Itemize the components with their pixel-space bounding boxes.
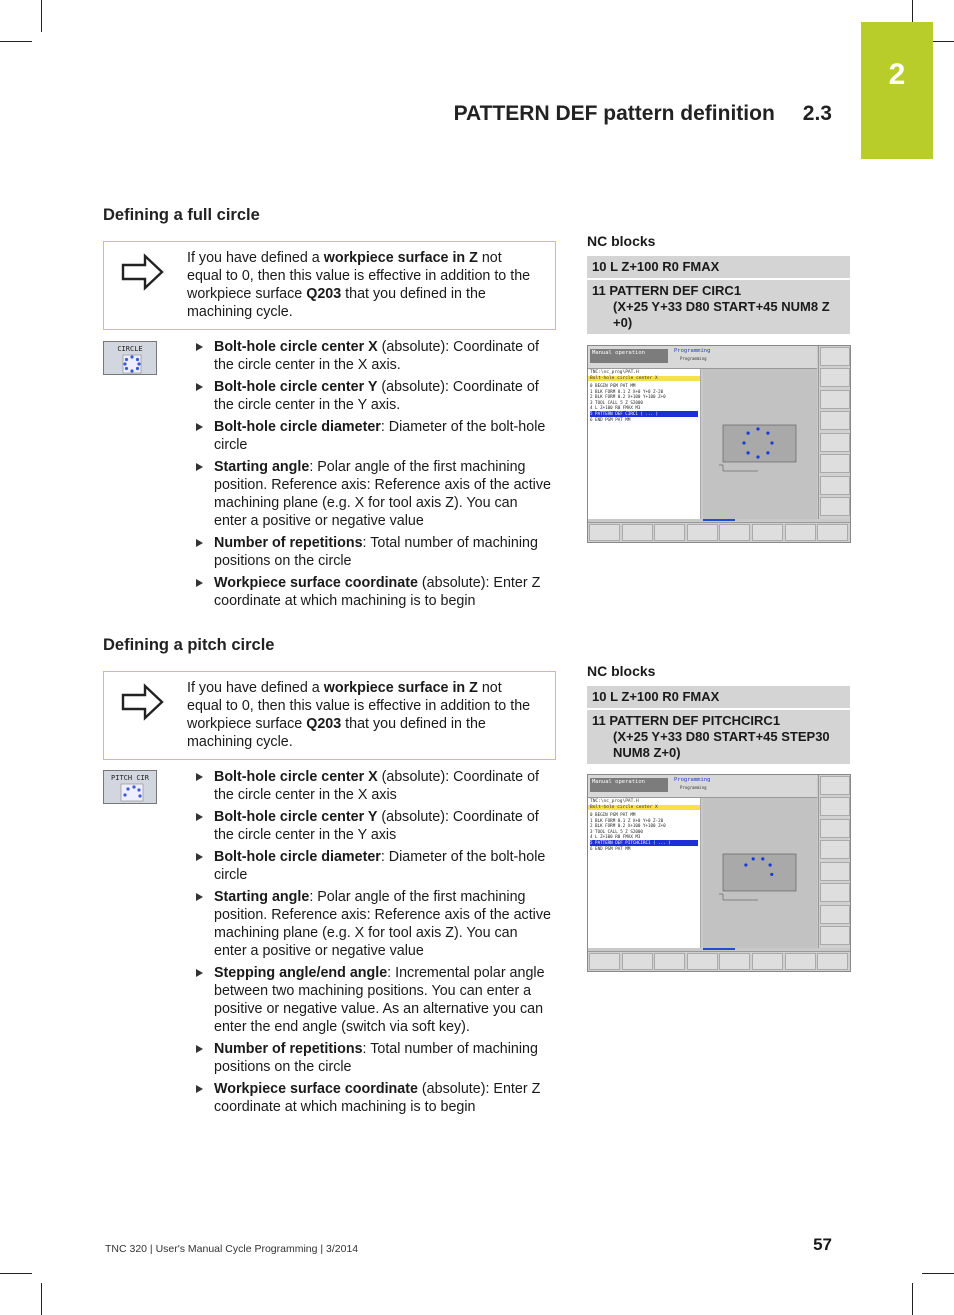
program-line[interactable]: 5 PATTERN DEF CIRC1 ( ... ) (590, 411, 698, 417)
parameter-name: Bolt-hole circle diameter (214, 849, 381, 865)
parameter-item (196, 1040, 552, 1076)
parameter-item (196, 1080, 552, 1116)
vertical-softkeys (818, 346, 851, 519)
note-box (103, 241, 556, 330)
bullet-triangle-icon (196, 1045, 203, 1053)
parameter-description: (absolute): Coordinate of the circle center in the X axis. (214, 339, 540, 373)
softkey[interactable] (817, 953, 848, 970)
program-line[interactable]: 4 L Z+100 R0 FMAX M3 (590, 405, 641, 411)
nc-block-line: 11 PATTERN DEF CIRC1 (592, 283, 742, 298)
input-prompt: Bolt-hole circle center X (588, 376, 700, 381)
program-line[interactable]: 0 BEGIN PGM PAT MM (590, 812, 636, 817)
hole-position (744, 863, 747, 866)
parameter-name: Bolt-hole circle diameter (214, 419, 381, 435)
program-line[interactable]: 5 PATTERN DEF PITCHCIRC1 ( ... ) (590, 840, 698, 846)
softkey[interactable] (820, 776, 850, 795)
parameter-description: (absolute): Coordinate of the circle center in the X axis (214, 769, 540, 803)
softkey[interactable] (654, 953, 685, 970)
program-line[interactable]: 6 END PGM PAT MM (590, 845, 631, 851)
parameter-name: Bolt-hole circle center Y (214, 379, 378, 395)
crop-mark (41, 1283, 42, 1315)
bullet-triangle-icon (196, 893, 203, 901)
hole-position (742, 441, 745, 444)
parameter-list (196, 338, 552, 614)
nc-block-params: (X+25 Y+33 D80 START+45 STEP30 NUM8 Z+0) (613, 729, 830, 760)
right-arrow-icon (120, 252, 166, 292)
nc-block-row (587, 686, 850, 708)
program-line[interactable]: 3 TOOL CALL 5 Z S2000 (590, 828, 643, 834)
parameter-name: Bolt-hole circle center Y (214, 809, 378, 825)
bullet-triangle-icon (196, 579, 203, 587)
parameter-name: Bolt-hole circle center X (214, 339, 378, 355)
parameter-item (196, 418, 552, 454)
softkey-level-indicator (703, 519, 735, 521)
hole-position (770, 873, 773, 876)
softkey[interactable] (622, 524, 653, 541)
program-line[interactable]: 4 L Z+100 R0 FMAX M3 (590, 834, 641, 840)
hole-position (766, 432, 769, 435)
program-line[interactable]: 3 TOOL CALL 5 Z S2000 (590, 399, 643, 405)
note-prefix: If you have defined a (187, 250, 324, 266)
softkey[interactable] (785, 953, 816, 970)
header-title: PATTERN DEF pattern definition (453, 102, 775, 125)
right-arrow-icon (120, 682, 166, 722)
mode-right-sub: Programming (680, 785, 707, 790)
softkey[interactable] (752, 953, 783, 970)
parameter-description: : Total number of machining positions on the circle (214, 1041, 538, 1075)
hole-position (766, 451, 769, 454)
softkey-label: PITCH CIR (111, 774, 149, 782)
parameter-item (196, 848, 552, 884)
running-header (440, 102, 832, 126)
header-section: 2.3 (802, 102, 832, 125)
parameter-description: : Diameter of the bolt-hole circle (214, 419, 546, 453)
softkey[interactable] (820, 840, 850, 859)
softkey[interactable] (654, 524, 685, 541)
hole-position (769, 863, 772, 866)
softkey[interactable] (820, 819, 850, 838)
parameter-item (196, 768, 552, 804)
parameter-name: Bolt-hole circle center X (214, 769, 378, 785)
softkey[interactable] (719, 953, 750, 970)
graphics-panel (703, 369, 817, 519)
horizontal-softkeys (588, 522, 850, 543)
chapter-tab (861, 22, 933, 159)
parameter-name: Number of repetitions (214, 535, 363, 551)
bullet-triangle-icon (196, 853, 203, 861)
parameter-item (196, 964, 552, 1036)
vertical-softkeys (818, 775, 851, 948)
parameter-description: : Polar angle of the first machining position. Reference axis: Reference axis of the active machining plane (e.g. X for tool axis Z). You can enter a positive or negative value (214, 889, 551, 959)
parameter-name: Stepping angle/end angle (214, 965, 388, 981)
parameter-name: Workpiece surface coordinate (214, 1081, 418, 1097)
note-bold-term: workpiece surface in Z (323, 250, 478, 266)
control-screenshot (587, 774, 851, 972)
softkey[interactable] (820, 497, 850, 516)
note-bold-param: Q203 (306, 716, 342, 732)
hole-position (770, 441, 773, 444)
note-prefix: If you have defined a (187, 680, 324, 696)
program-path: TNC:\nc_prog\PAT.H (590, 799, 639, 804)
pitch-circle-softkey[interactable] (103, 770, 157, 804)
parameter-item (196, 574, 552, 610)
program-line[interactable]: 1 BLK FORM 0.1 Z X+0 Y+0 Z-20 (590, 817, 664, 823)
nc-block-line: 10 L Z+100 R0 FMAX (592, 689, 720, 704)
hole-position (747, 451, 750, 454)
crop-mark (0, 1273, 32, 1274)
crop-mark (912, 1283, 913, 1315)
parameter-item (196, 888, 552, 960)
bullet-triangle-icon (196, 1085, 203, 1093)
pattern-preview (703, 369, 817, 519)
horizontal-softkeys (588, 951, 850, 972)
parameter-description: (absolute): Coordinate of the circle center in the Y axis. (214, 379, 539, 413)
mode-left[interactable]: Manual operation (590, 349, 668, 363)
softkey-level-indicator (703, 948, 735, 950)
control-screenshot (587, 345, 851, 543)
page-number: 57 (813, 1235, 832, 1254)
program-path: TNC:\nc_prog\PAT.H (590, 370, 639, 375)
workpiece-blank (723, 854, 796, 891)
note-suffix: that you defined in the machining cycle. (187, 286, 486, 320)
softkey[interactable] (820, 347, 850, 366)
mode-bar (588, 775, 817, 798)
parameter-description: : Total number of machining positions on the circle (214, 535, 538, 569)
input-prompt: Bolt-hole circle center X (588, 805, 700, 810)
softkey[interactable] (820, 926, 850, 945)
note-suffix: that you defined in the machining cycle. (187, 716, 486, 750)
bullet-triangle-icon (196, 969, 203, 977)
dimension-line (719, 465, 758, 471)
softkey[interactable] (820, 476, 850, 495)
nc-block-line: 10 L Z+100 R0 FMAX (592, 259, 720, 274)
parameter-description: (absolute): Enter Z coordinate at which machining is to begin (214, 1081, 541, 1115)
nc-block-row (587, 280, 850, 334)
note-text (187, 679, 532, 751)
graphics-panel (703, 798, 817, 948)
softkey[interactable] (589, 953, 620, 970)
parameter-description: : Polar angle of the first machining position. Reference axis: Reference axis of the active machining plane (e.g. X for tool axis Z). You can enter a positive or negative value (214, 459, 551, 529)
circle-softkey[interactable] (103, 341, 157, 375)
softkey[interactable] (622, 953, 653, 970)
softkey-label: CIRCLE (117, 345, 143, 353)
parameter-name: Starting angle (214, 889, 310, 905)
bullet-triangle-icon (196, 773, 203, 781)
parameter-description: (absolute): Enter Z coordinate at which machining is to begin (214, 575, 541, 609)
note-middle: not equal to 0, then this value is effective in addition to the workpiece surface (187, 680, 531, 732)
softkey[interactable] (719, 524, 750, 541)
softkey[interactable] (820, 411, 850, 430)
softkey[interactable] (820, 905, 850, 924)
softkey[interactable] (785, 524, 816, 541)
bullet-triangle-icon (196, 383, 203, 391)
pattern-preview (703, 798, 817, 948)
note-box (103, 671, 556, 760)
nc-block-line: 11 PATTERN DEF PITCHCIRC1 (592, 713, 781, 728)
nc-block-row (587, 710, 850, 764)
note-bold-term: workpiece surface in Z (323, 680, 478, 696)
nc-blocks-table (587, 686, 850, 766)
hole-position (761, 857, 764, 860)
mode-right-sub: Programming (680, 356, 707, 361)
parameter-description: : Diameter of the bolt-hole circle (214, 849, 546, 883)
bullet-triangle-icon (196, 423, 203, 431)
section-title-full-circle: Defining a full circle (103, 206, 260, 224)
softkey[interactable] (820, 454, 850, 473)
program-line[interactable]: 1 BLK FORM 0.1 Z X+0 Y+0 Z-20 (590, 388, 664, 394)
program-line[interactable]: 0 BEGIN PGM PAT MM (590, 383, 636, 388)
crop-mark (41, 0, 42, 32)
softkey[interactable] (687, 953, 718, 970)
parameter-name: Starting angle (214, 459, 310, 475)
softkey[interactable] (820, 883, 850, 902)
nc-blocks-table (587, 256, 850, 336)
parameter-item (196, 458, 552, 530)
mode-right[interactable]: Programming (674, 348, 711, 354)
chapter-number: 2 (888, 58, 906, 91)
hole-position (752, 857, 755, 860)
pitch-circle-pattern-icon (104, 771, 158, 805)
hole-position (756, 427, 759, 430)
bullet-triangle-icon (196, 463, 203, 471)
softkey[interactable] (820, 862, 850, 881)
note-bold-param: Q203 (306, 286, 342, 302)
program-line[interactable]: 2 BLK FORM 0.2 X+100 Y+100 Z+0 (590, 394, 666, 400)
note-middle: not equal to 0, then this value is effective in addition to the workpiece surface (187, 250, 531, 302)
parameter-name: Workpiece surface coordinate (214, 575, 418, 591)
footer-text: TNC 320 | User's Manual Cycle Programming | 3/2014 (105, 1243, 359, 1255)
mode-right[interactable]: Programming (674, 777, 711, 783)
program-line[interactable]: 2 BLK FORM 0.2 X+100 Y+100 Z+0 (590, 823, 666, 829)
bullet-triangle-icon (196, 813, 203, 821)
parameter-item (196, 808, 552, 844)
parameter-name: Number of repetitions (214, 1041, 363, 1057)
dimension-line (719, 894, 758, 900)
softkey[interactable] (820, 390, 850, 409)
note-text (187, 249, 532, 321)
parameter-list (196, 768, 552, 1120)
crop-mark (922, 1273, 954, 1274)
program-lines (588, 381, 700, 424)
softkey[interactable] (820, 368, 850, 387)
softkey[interactable] (752, 524, 783, 541)
parameter-item (196, 378, 552, 414)
mode-left[interactable]: Manual operation (590, 778, 668, 792)
program-line[interactable]: 6 END PGM PAT MM (590, 416, 631, 422)
hole-position (756, 455, 759, 458)
program-lines (588, 810, 700, 853)
mode-bar (588, 346, 817, 369)
parameter-description: : Incremental polar angle between two machining positions. You can enter a positive or negative value. As an alternative you can enter the end angle (switch via soft key). (214, 965, 545, 1035)
softkey[interactable] (820, 797, 850, 816)
parameter-item (196, 534, 552, 570)
hole-position (747, 432, 750, 435)
softkey[interactable] (817, 524, 848, 541)
nc-blocks-label: NC blocks (587, 663, 656, 679)
program-panel (588, 369, 701, 519)
softkey[interactable] (687, 524, 718, 541)
nc-block-row (587, 256, 850, 278)
bullet-triangle-icon (196, 539, 203, 547)
crop-mark (0, 41, 32, 42)
softkey[interactable] (820, 433, 850, 452)
program-panel (588, 798, 701, 948)
section-title-pitch-circle: Defining a pitch circle (103, 636, 275, 654)
circle-pattern-icon (104, 342, 158, 376)
parameter-item (196, 338, 552, 374)
softkey[interactable] (589, 524, 620, 541)
nc-blocks-label: NC blocks (587, 233, 656, 249)
bullet-triangle-icon (196, 343, 203, 351)
parameter-description: (absolute): Coordinate of the circle center in the Y axis (214, 809, 539, 843)
nc-block-params: (X+25 Y+33 D80 START+45 NUM8 Z +0) (613, 299, 830, 330)
